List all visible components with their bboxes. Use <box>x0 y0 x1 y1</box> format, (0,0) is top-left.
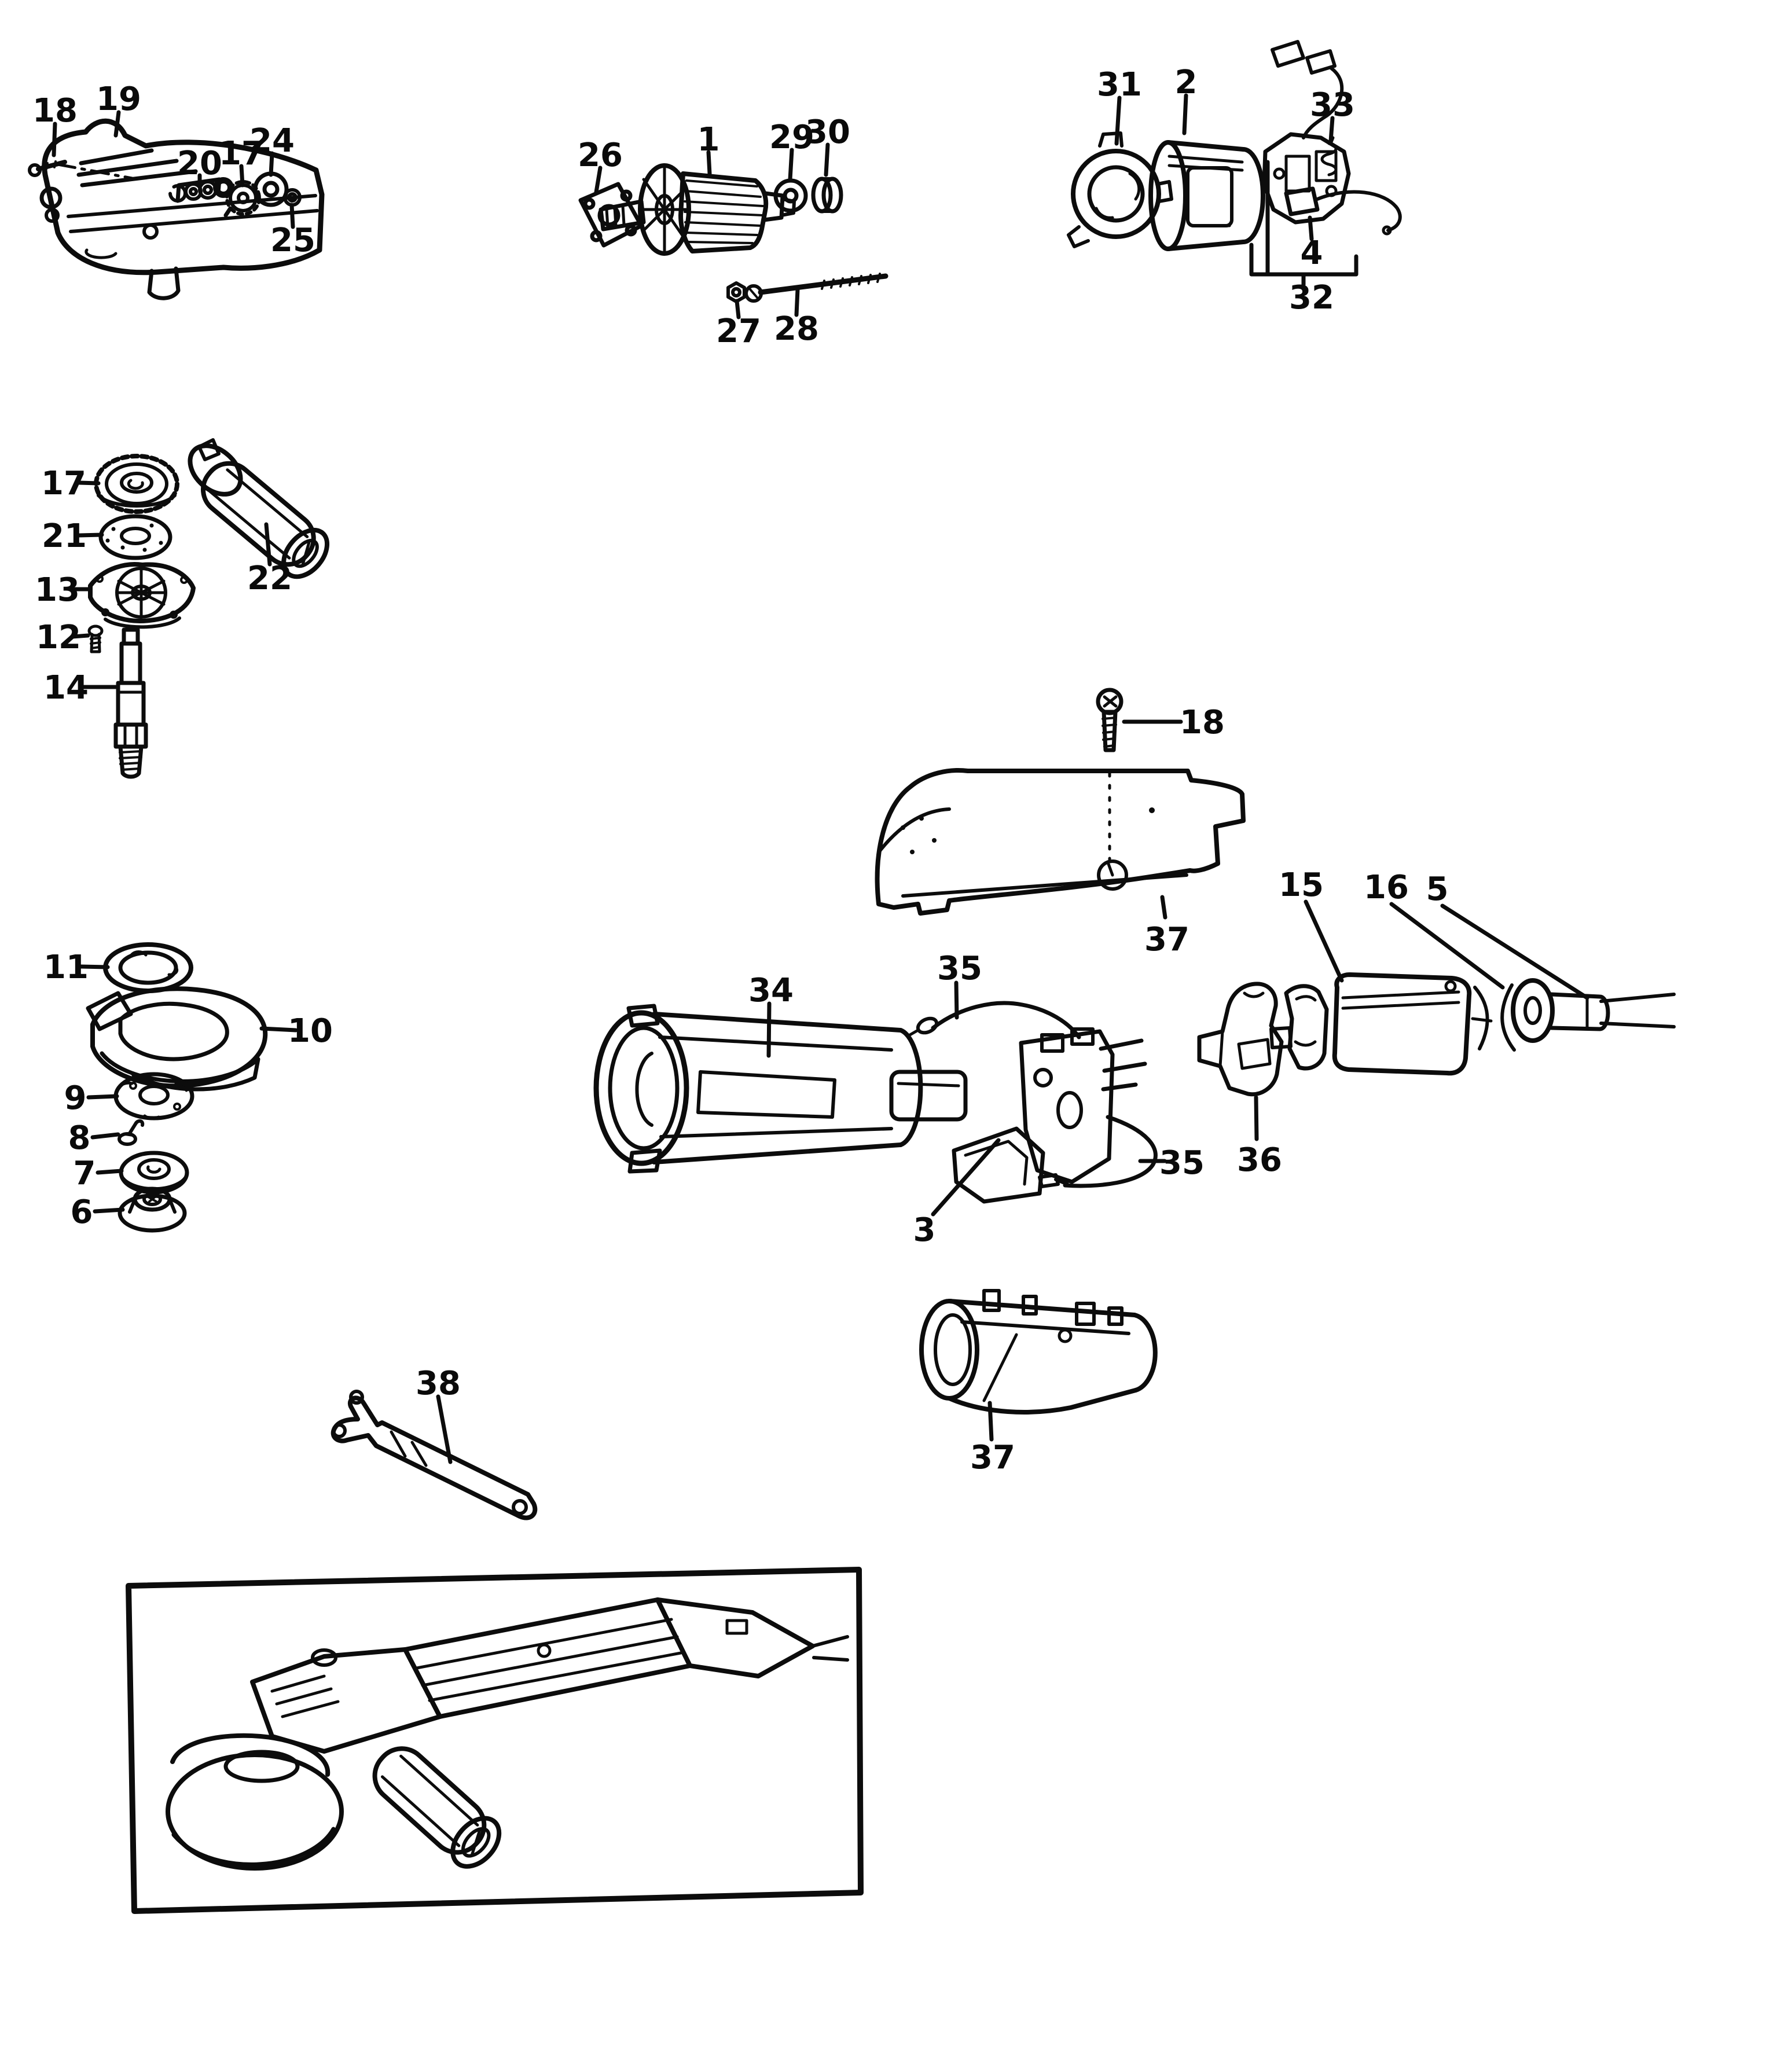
part-number-text: 34 <box>748 972 794 1009</box>
part-number-text: 16 <box>1364 869 1409 906</box>
part-label-25-washer <box>270 205 315 259</box>
part-label-5-cord <box>1426 870 1587 998</box>
axis-line-18-axis <box>58 164 132 178</box>
part-number-text: 14 <box>43 669 89 707</box>
part-label-28-through-bolt <box>774 289 819 348</box>
part-number-text: 8 <box>68 1119 91 1157</box>
part-number-text: 17 <box>41 465 86 502</box>
part-label-35-lead-wire <box>937 950 982 1017</box>
part-label-31-fan-baffle <box>1097 66 1142 144</box>
bracket-for-20 <box>178 179 219 201</box>
part-number-text: 21 <box>42 517 87 555</box>
part-label-18-screw <box>32 92 78 155</box>
part-number-text: 37 <box>970 1439 1015 1476</box>
part-number-text: 31 <box>1097 66 1142 104</box>
part-number-text: 4 <box>1300 234 1323 272</box>
part-label-30-retaining-ring <box>805 113 850 175</box>
part-number-text: 9 <box>64 1079 87 1117</box>
part-number-text: 5 <box>1426 870 1449 908</box>
part-number-text: 32 <box>1289 279 1334 317</box>
part-label-22-side-handle <box>247 524 292 597</box>
part-label-17-crown-gear <box>41 465 98 502</box>
part-number-text: 7 <box>73 1155 96 1192</box>
part-number-text: 33 <box>1310 86 1355 124</box>
part-label-21-felt-washer <box>42 517 102 555</box>
part-label-38-spanner-wrench <box>416 1365 461 1462</box>
part-number-text: 18 <box>32 92 78 130</box>
part-number-text: 10 <box>288 1012 333 1050</box>
part-number-text: 25 <box>270 222 315 259</box>
part-label-35-lead-wire <box>1140 1144 1205 1182</box>
part-number-text: 27 <box>716 313 761 350</box>
part-label-6-clamp-nut <box>71 1193 123 1231</box>
part-number-text: 1 <box>697 121 720 159</box>
part-number-text: 37 <box>1144 921 1189 958</box>
part-number-text: 35 <box>937 950 982 987</box>
part-number-text: 15 <box>1279 866 1324 904</box>
part-label-4-carbon-brush <box>1301 218 1323 272</box>
part-label-12-screw <box>36 619 88 656</box>
part-label-15-switch <box>1279 866 1342 980</box>
part-label-7-outer-flange <box>74 1155 122 1192</box>
part-label-14-spindle <box>43 669 116 707</box>
part-number-text: 28 <box>774 310 819 348</box>
part-label-1-armature <box>697 121 720 174</box>
part-label-37-handle-cover-upper <box>1144 897 1189 958</box>
part-number-text: 20 <box>177 145 222 182</box>
part-number-text: 19 <box>96 80 141 118</box>
part-number-text: 36 <box>1237 1141 1282 1179</box>
part-number-text: 30 <box>805 113 850 151</box>
part-label-13-bearing-plate <box>35 571 90 609</box>
part-number-text: 22 <box>247 560 292 597</box>
part-label-10-wheel-guard <box>262 1012 333 1050</box>
part-label-33-brush-spring <box>1310 86 1355 141</box>
part-number-text: 11 <box>43 949 89 986</box>
part-number-text: 12 <box>36 619 81 656</box>
part-number-text: 6 <box>70 1193 93 1231</box>
part-number-text: 3 <box>913 1211 936 1249</box>
part-number-text: 29 <box>769 119 814 156</box>
part-label-18-screw <box>1124 704 1225 741</box>
part-number-text: 18 <box>1180 704 1225 741</box>
part-label-27-nut <box>716 301 761 350</box>
part-label-36-bracket <box>1237 1097 1282 1179</box>
part-number-text: 26 <box>578 137 623 174</box>
part-label-9-inner-flange <box>64 1079 117 1117</box>
part-number-text: 38 <box>416 1365 461 1402</box>
part-label-8-screw <box>68 1119 118 1157</box>
part-number-text: 2 <box>1174 64 1198 101</box>
part-label-26-baffle-plate <box>578 137 623 192</box>
part-number-text: 24 <box>249 122 295 160</box>
part-label-34-motor-housing <box>748 972 794 1056</box>
part-number-text: 35 <box>1159 1144 1205 1182</box>
part-label-37-handle-cover-lower <box>970 1403 1015 1476</box>
part-label-3-switch-mount <box>913 1140 998 1249</box>
part-label-2-field <box>1175 64 1198 133</box>
part-number-text: 17 <box>219 135 264 172</box>
part-number-text: 13 <box>35 571 80 609</box>
part-label-19-gear-housing <box>96 80 141 135</box>
part-label-32-brush-holder-assembly <box>1289 275 1334 317</box>
part-label-11-lock-ring <box>43 949 108 986</box>
